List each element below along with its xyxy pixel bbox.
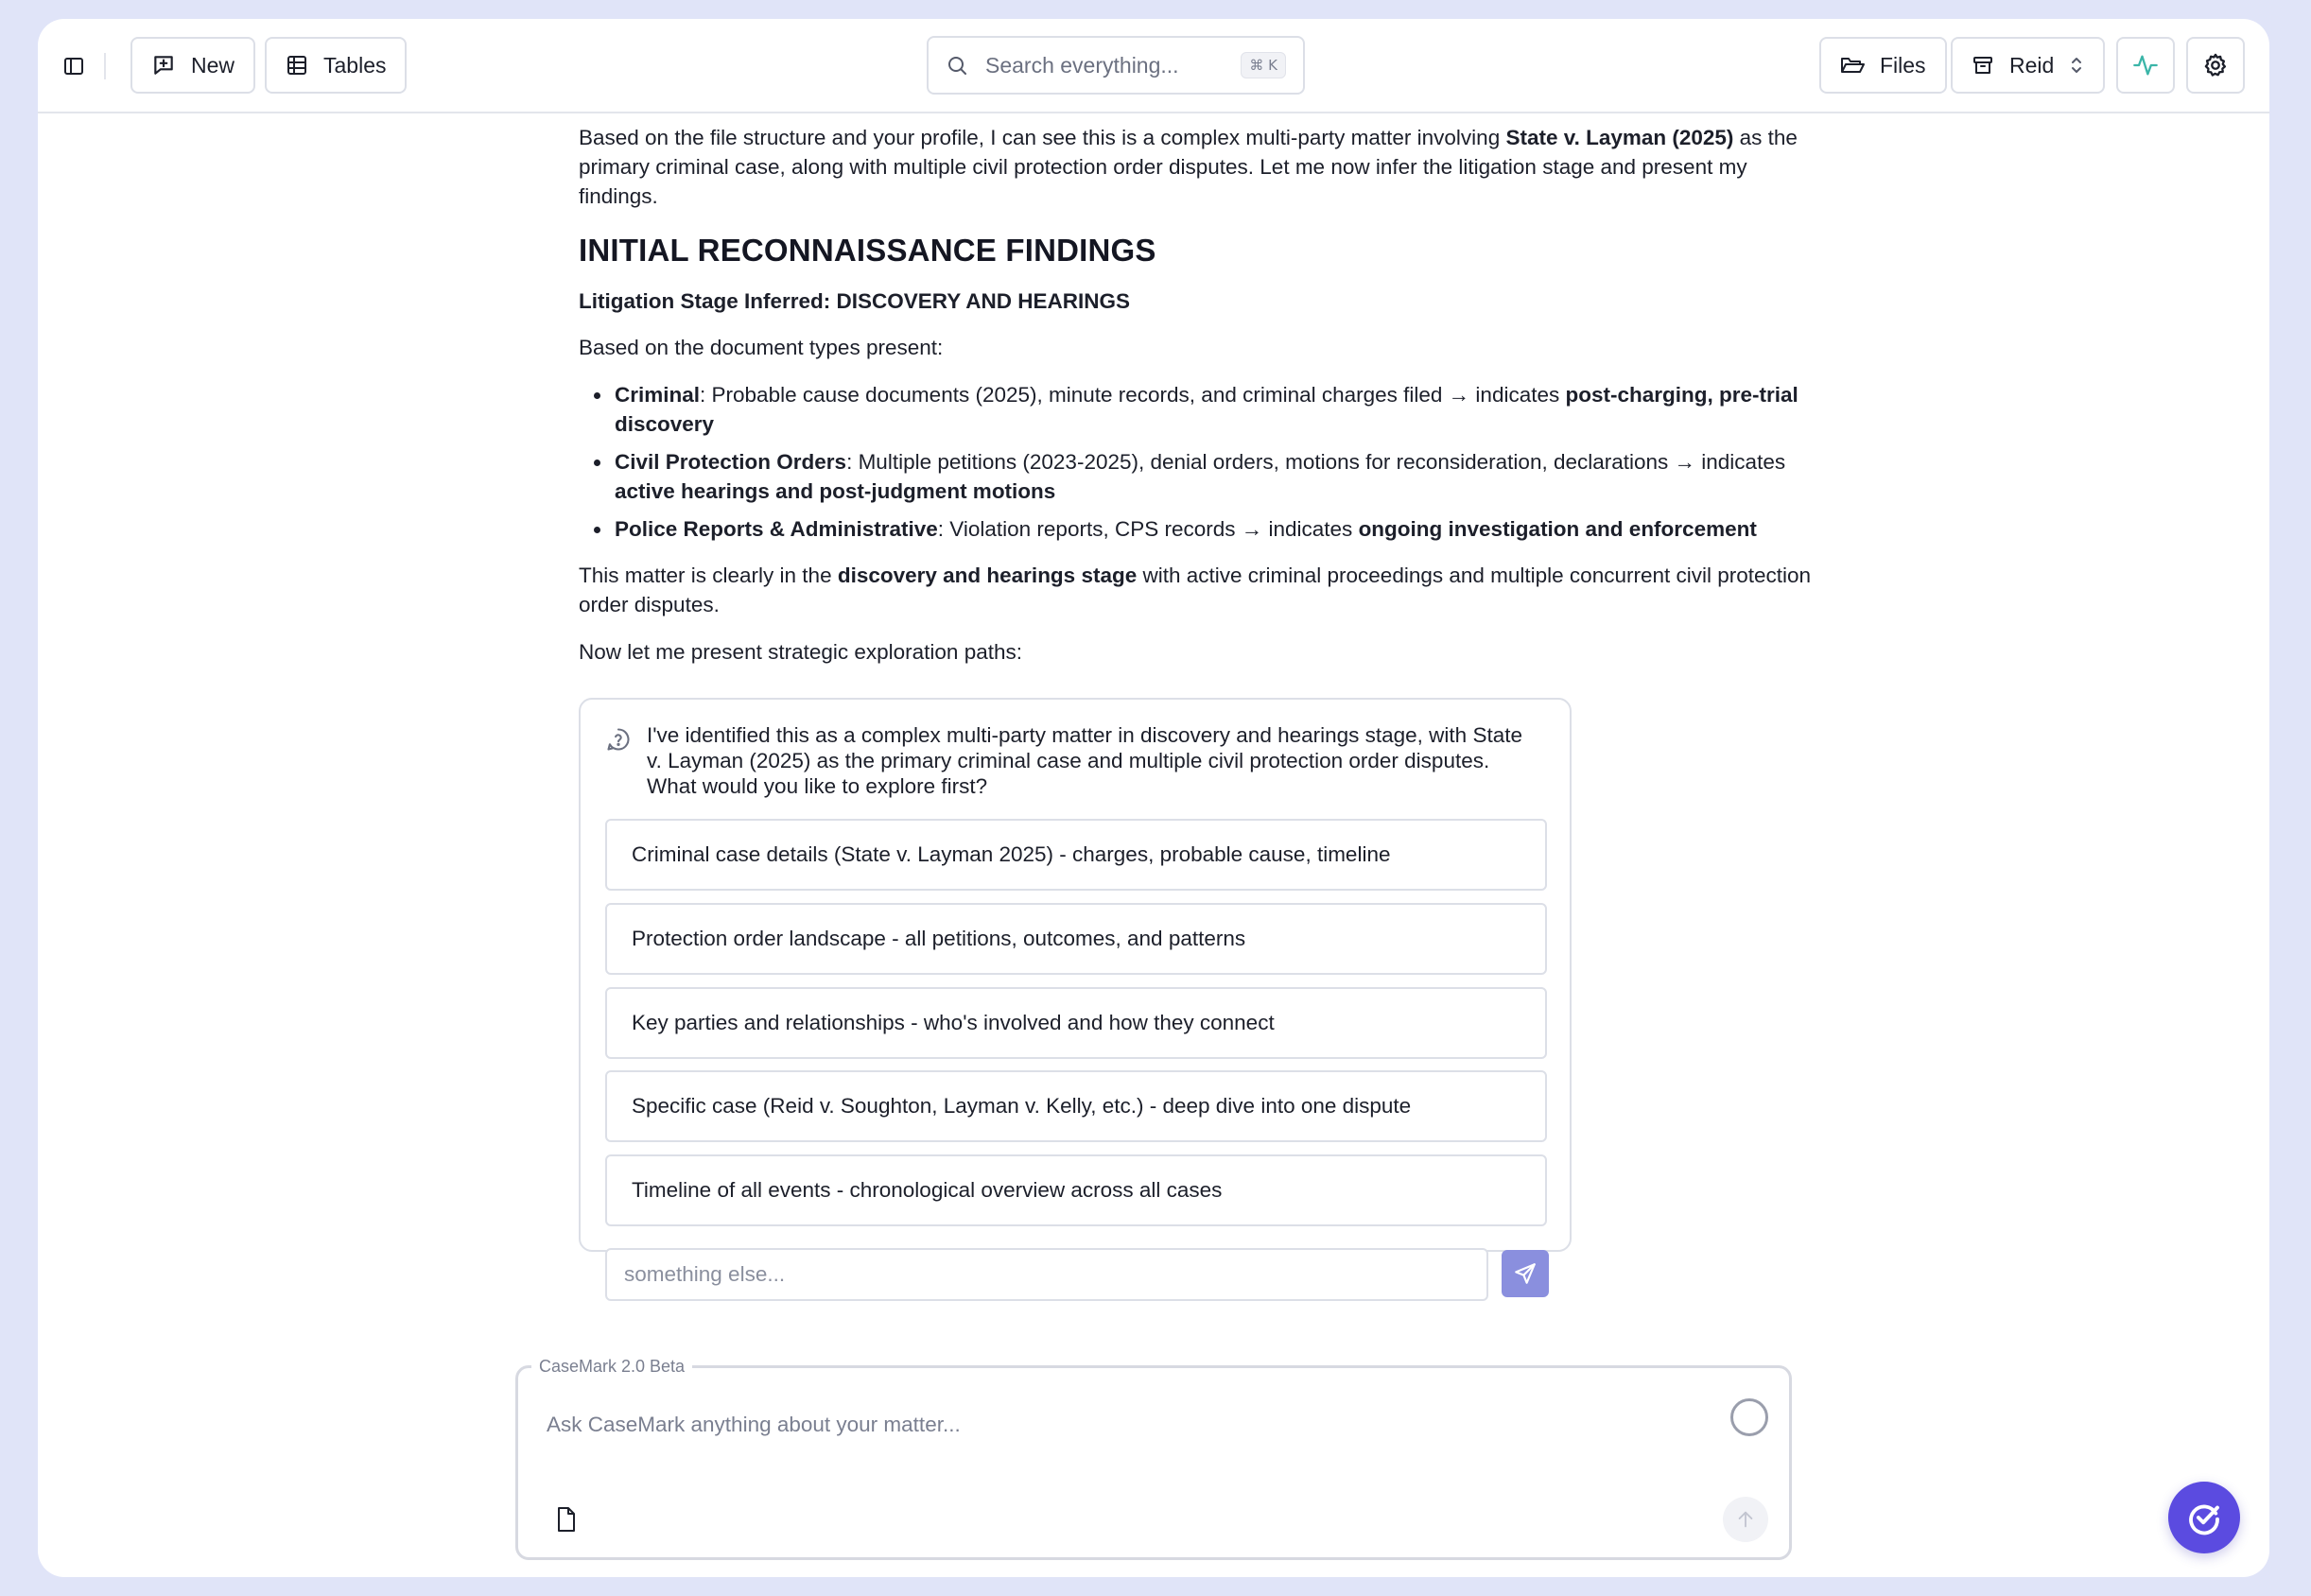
send-answer-button[interactable] [1502,1250,1549,1297]
search-placeholder: Search everything... [985,52,1179,78]
document-types-intro: Based on the document types present: [579,336,944,359]
question-header [605,722,1541,799]
files-label: Files [1880,52,1926,78]
composer-legend: CaseMark 2.0 Beta [531,1355,692,1378]
new-chat-button[interactable] [130,37,255,94]
arrow-up-icon [1735,1509,1756,1530]
chat-input[interactable] [547,1406,1681,1444]
send-icon [1513,1261,1538,1286]
summary-stage: discovery and hearings stage [837,564,1138,587]
attach-file-button[interactable] [550,1502,582,1536]
intro-paragraph [579,123,1827,211]
new-chat-label: New [191,52,235,78]
option-label: Key parties and relationships - who's involved and how they connect [632,1011,1275,1034]
bullet-emphasis: active hearings and post-judgment motions [615,479,1056,503]
chevron-up-down-icon [2069,55,2084,76]
option-button[interactable] [605,903,1547,975]
bullet-text: : Violation reports, CPS records → indicates [937,517,1359,541]
intro-text-cont: as the primary criminal case, along with multiple civil protection order disputes. Let me now infer the litigation stage and present my findings. [579,126,1798,208]
option-button[interactable] [605,1154,1547,1226]
status-indicator [1730,1398,1768,1436]
bullet-text: : Multiple petitions (2023-2025), denial orders, motions for reconsideration, declarations → indicates [846,450,1786,474]
activity-pulse-icon [2132,52,2159,78]
submit-message-button[interactable] [1723,1497,1768,1542]
option-label: Timeline of all events - chronological overview across all cases [632,1178,1223,1202]
folder-open-icon [1840,54,1865,77]
bullet-emphasis: post-charging, pre-trial discovery [615,383,1798,436]
table-icon [286,54,308,77]
top-bar [38,19,2269,113]
search-shortcut-badge: ⌘ K [1241,52,1286,78]
option-label: Specific case (Reid v. Soughton, Layman v. Kelly, etc.) - deep dive into one dispute [632,1094,1412,1118]
help-chat-fab[interactable] [2168,1482,2240,1553]
litigation-stage: Litigation Stage Inferred: DISCOVERY AND HEARINGS [579,289,1130,313]
archive-icon [1972,54,1994,77]
list-item [579,447,1827,506]
files-button[interactable] [1819,37,1947,94]
option-label: Criminal case details (State v. Layman 2025) - charges, probable cause, timeline [632,842,1391,866]
assistant-message [579,123,1827,685]
question-bubble-icon [605,726,632,753]
matter-label: Reid [2009,52,2055,78]
findings-heading: INITIAL RECONNAISSANCE FINDINGS [579,233,1156,268]
option-label: Protection order landscape - all petitions, outcomes, and patterns [632,927,1246,950]
new-message-icon [151,53,176,78]
tables-label: Tables [323,52,387,78]
file-icon [555,1506,578,1533]
summary-text-cont: with active criminal proceedings and multiple concurrent civil protection order disputes. [579,564,1812,616]
global-search[interactable] [927,36,1305,95]
activity-button[interactable] [2116,37,2175,94]
list-item [579,514,1827,544]
chat-composer [515,1357,1792,1560]
question-text: I've identified this as a complex multi-party matter in discovery and hearings stage, with State v. Layman (2025) as the primary criminal case and multiple civil protection order disputes. What would you like to explore first? [647,723,1522,798]
bullet-emphasis: ongoing investigation and enforcement [1358,517,1757,541]
settings-button[interactable] [2186,37,2245,94]
option-button[interactable] [605,819,1547,891]
exploration-question-card [579,698,1572,1252]
chat-check-icon [2184,1498,2224,1537]
app-window [38,19,2269,1577]
list-item [579,380,1827,439]
bullet-term: Criminal [615,383,701,407]
bullet-term: Civil Protection Orders [615,450,847,474]
option-button[interactable] [605,987,1547,1059]
gear-icon [2202,52,2229,78]
matter-selector[interactable] [1951,37,2105,94]
intro-case-name: State v. Layman (2025) [1505,126,1734,149]
option-button[interactable] [605,1070,1547,1142]
bullet-term: Police Reports & Administrative [615,517,938,541]
document-types-list [579,380,1827,544]
tables-button[interactable] [265,37,407,94]
summary-paragraph [579,561,1827,619]
toolbar-divider [104,53,106,79]
lead-in-paragraph: Now let me present strategic exploration paths: [579,640,1022,664]
search-icon [946,54,968,77]
summary-text: This matter is clearly in the [579,564,838,587]
something-else-input[interactable] [605,1248,1488,1301]
sidebar-icon [62,55,85,78]
sidebar-toggle-button[interactable] [55,47,93,85]
intro-text: Based on the file structure and your profile, I can see this is a complex multi-party matter involving [579,126,1506,149]
bullet-text: : Probable cause documents (2025), minute records, and criminal charges filed → indicates [700,383,1566,407]
